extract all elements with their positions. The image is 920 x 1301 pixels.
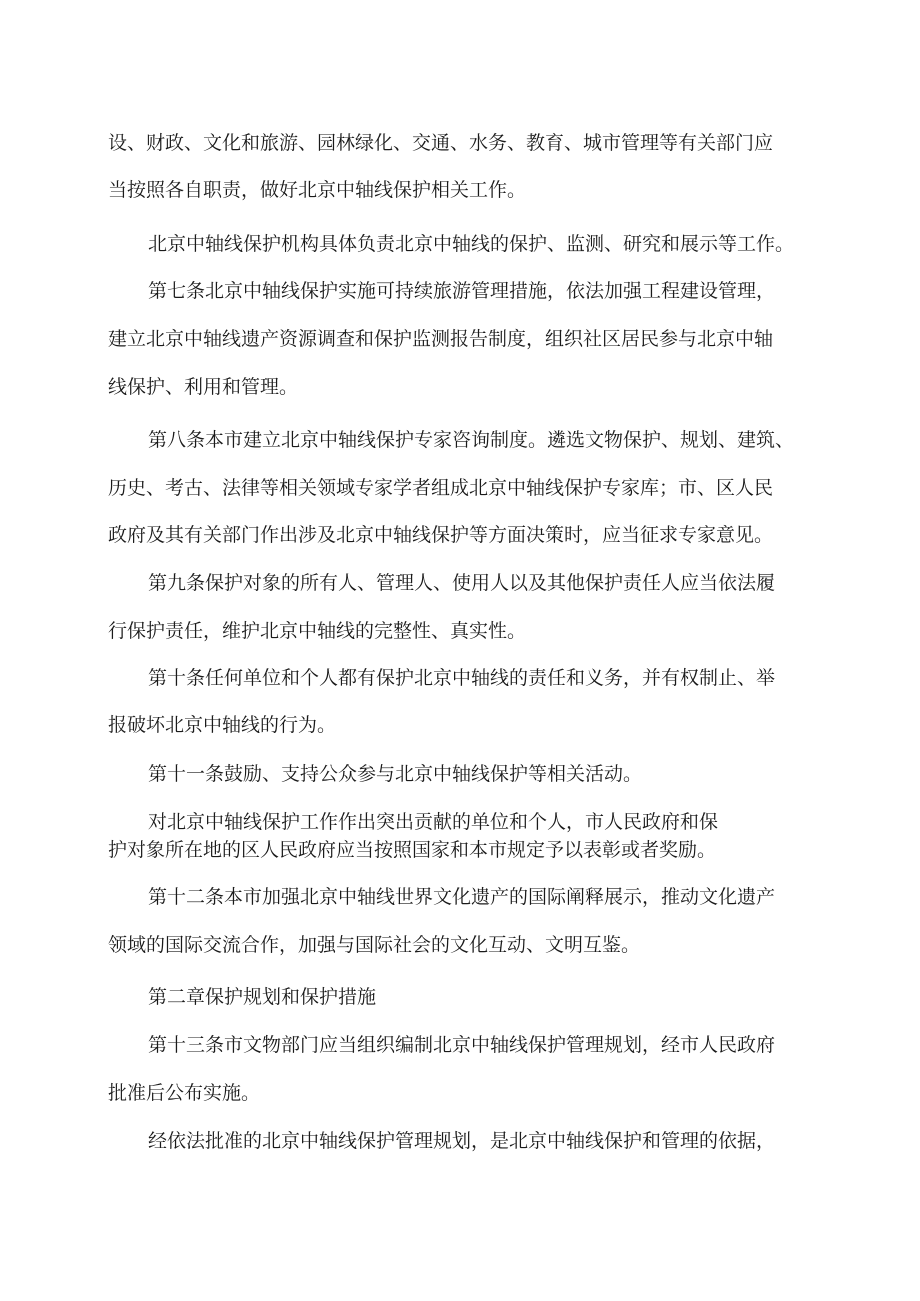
text-line: 线保护、利用和管理。 bbox=[108, 376, 299, 398]
text-line: 第八条本市建立北京中轴线保护专家咨询制度。遴选文物保护、规划、建筑、 bbox=[148, 429, 795, 451]
text-line: 报破坏北京中轴线的行为。 bbox=[108, 714, 337, 736]
text-line: 第十条任何单位和个人都有保护北京中轴线的责任和义务，并有权制止、举 bbox=[148, 667, 776, 689]
text-line: 批准后公布实施。 bbox=[108, 1082, 261, 1104]
text-line: 第十二条本市加强北京中轴线世界文化遗产的国际阐释展示，推动文化遗产 bbox=[148, 886, 776, 908]
text-line: 第九条保护对象的所有人、管理人、使用人以及其他保护责任人应当依法履 bbox=[148, 572, 776, 594]
text-line: 行保护责任，维护北京中轴线的完整性、真实性。 bbox=[108, 620, 527, 642]
text-line: 当按照各自职责，做好北京中轴线保护相关工作。 bbox=[108, 179, 527, 201]
text-line: 政府及其有关部门作出涉及北京中轴线保护等方面决策时，应当征求专家意见。 bbox=[108, 524, 774, 546]
section-heading: 第二章保护规划和保护措施 bbox=[148, 986, 377, 1008]
text-line: 领域的国际交流合作，加强与国际社会的文化互动、文明互鉴。 bbox=[108, 934, 641, 956]
text-line: 对北京中轴线保护工作作出突出贡献的单位和个人，市人民政府和保 bbox=[148, 811, 719, 833]
text-line: 经依法批准的北京中轴线保护管理规划，是北京中轴线保护和管理的依据， bbox=[148, 1130, 776, 1152]
text-line: 护对象所在地的区人民政府应当按照国家和本市规定予以表彰或者奖励。 bbox=[108, 839, 717, 861]
text-line: 第十三条市文物部门应当组织编制北京中轴线保护管理规划，经市人民政府 bbox=[148, 1034, 776, 1056]
text-line: 设、财政、文化和旅游、园林绿化、交通、水务、教育、城市管理等有关部门应 bbox=[108, 132, 774, 154]
text-line: 第十一条鼓励、支持公众参与北京中轴线保护等相关活动。 bbox=[148, 763, 643, 785]
text-line: 建立北京中轴线遗产资源调查和保护监测报告制度，组织社区居民参与北京中轴 bbox=[108, 328, 774, 350]
text-line: 历史、考古、法律等相关领域专家学者组成北京中轴线保护专家库；市、区人民 bbox=[108, 477, 774, 499]
text-line: 第七条北京中轴线保护实施可持续旅游管理措施，依法加强工程建设管理， bbox=[148, 280, 776, 302]
text-line: 北京中轴线保护机构具体负责北京中轴线的保护、监测、研究和展示等工作。 bbox=[148, 233, 795, 255]
